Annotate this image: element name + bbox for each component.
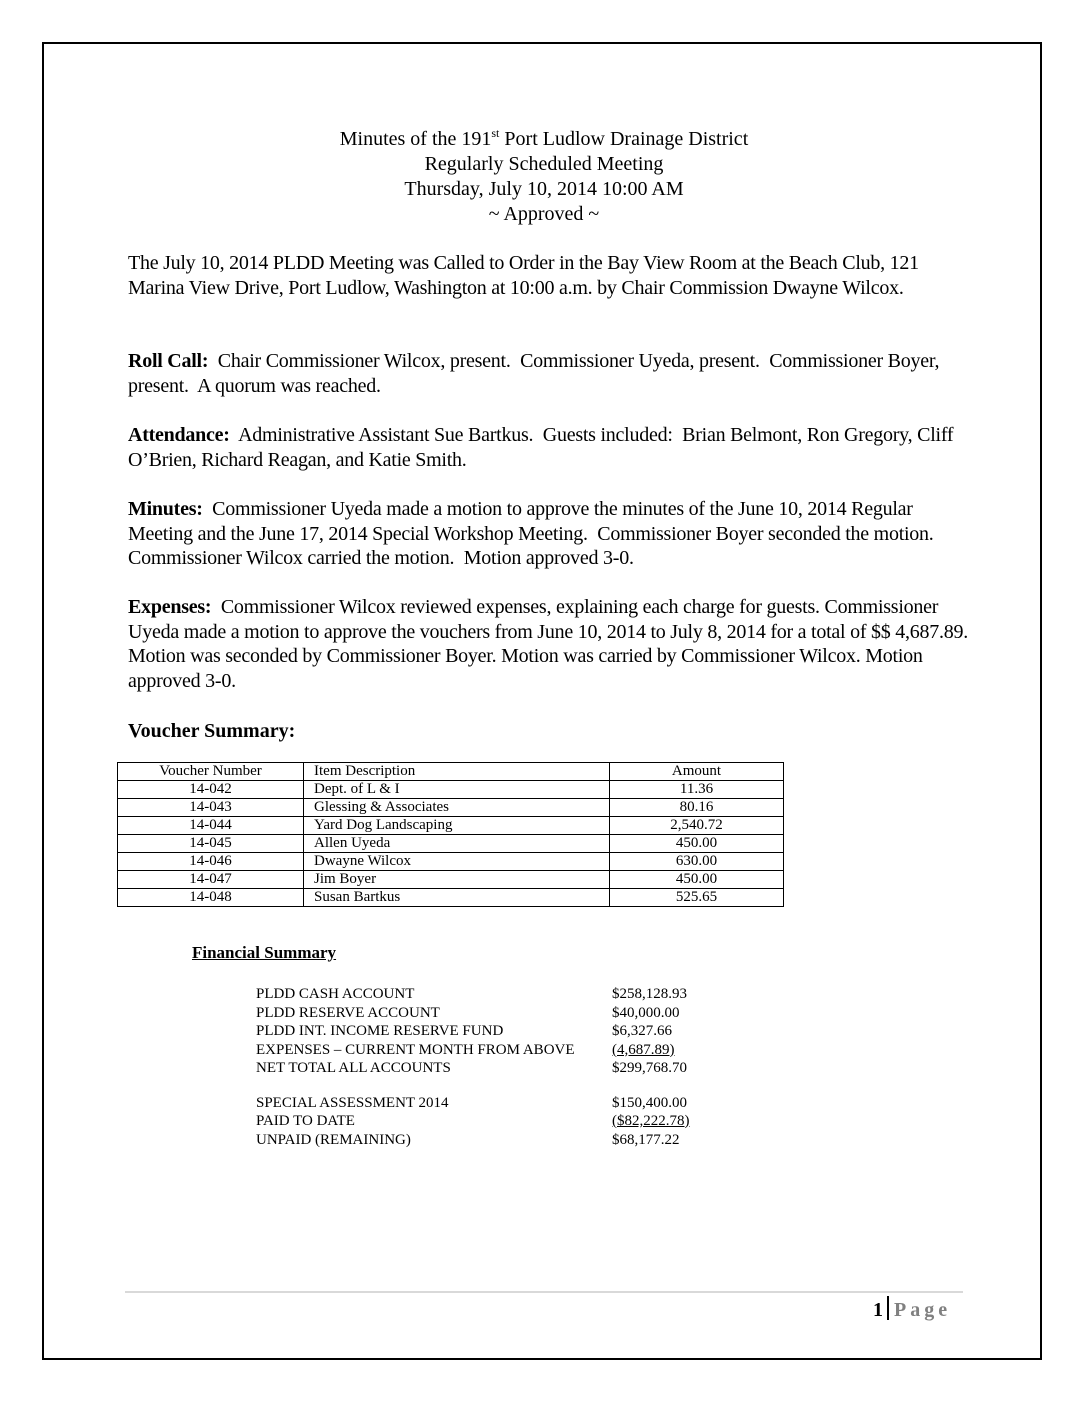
approval-status: ~ Approved ~ xyxy=(488,203,600,225)
roll-call-paragraph xyxy=(128,349,968,398)
assessment-value: $150,400.00 xyxy=(612,1094,687,1111)
financial-row xyxy=(256,1004,756,1023)
document-title xyxy=(0,127,1088,227)
voucher-number: 14-043 xyxy=(118,799,304,817)
voucher-number: 14-046 xyxy=(118,853,304,871)
attendance-paragraph xyxy=(128,423,968,472)
voucher-summary-heading: Voucher Summary: xyxy=(128,720,296,742)
table-row xyxy=(118,781,784,799)
minutes-label: Minutes: xyxy=(128,498,203,520)
call-to-order-paragraph: The July 10, 2014 PLDD Meeting was Called to Order in the Bay View Room at the Beach Club, 121 Marina View Drive, Port Ludlow, Washington at 10:00 a.m. by Chair Commission Dwayne Wilcox. xyxy=(128,252,919,299)
account-label: PLDD RESERVE ACCOUNT xyxy=(256,1004,440,1021)
assessment-label: PAID TO DATE xyxy=(256,1113,355,1129)
page-separator xyxy=(887,1296,889,1320)
page-number-value: 1 xyxy=(873,1299,883,1321)
item-description: Dept. of L & I xyxy=(304,781,610,799)
amount: 2,540.72 xyxy=(610,817,784,835)
expenses-label: Expenses: xyxy=(128,596,212,618)
financial-row xyxy=(256,1131,756,1150)
page-border xyxy=(42,42,1042,1360)
attendance-label: Attendance: xyxy=(128,424,230,446)
assessment-value: ($82,222.78) xyxy=(612,1113,690,1129)
table-row xyxy=(118,835,784,853)
column-header: Voucher Number xyxy=(118,763,304,781)
title-suffix: Port Ludlow Drainage District xyxy=(499,128,749,150)
table-row xyxy=(118,871,784,889)
column-header: Amount xyxy=(610,763,784,781)
expenses-text: Commissioner Wilcox reviewed expenses, explaining each charge for guests. Commissioner Uyeda made a motion to approve the vouchers from June 10, 2014 to July 8, 2014 for a total of $$ 4,687.89. Motion was seconded by Commissioner Boyer. Motion was carried by Commissioner Wilcox. Motion approved 3-0. xyxy=(128,596,983,692)
assessment-label: UNPAID (REMAINING) xyxy=(256,1131,411,1148)
item-description: Dwayne Wilcox xyxy=(304,853,610,871)
assessment-value: $68,177.22 xyxy=(612,1131,680,1148)
account-label: PLDD INT. INCOME RESERVE FUND xyxy=(256,1023,504,1039)
item-description: Susan Bartkus xyxy=(304,889,610,907)
spacer xyxy=(256,1078,756,1094)
account-value: $258,128.93 xyxy=(612,986,687,1002)
account-value: $6,327.66 xyxy=(612,1023,672,1039)
item-description: Glessing & Associates xyxy=(304,799,610,817)
financial-summary-list xyxy=(256,985,756,1149)
page-label: Page xyxy=(894,1299,952,1321)
amount: 450.00 xyxy=(610,835,784,853)
roll-call-text: Chair Commissioner Wilcox, present. Commissioner Uyeda, present. Commissioner Boyer, present. A quorum was reached. xyxy=(128,350,944,397)
ordinal-suffix: st xyxy=(491,126,500,140)
account-label: PLDD CASH ACCOUNT xyxy=(256,986,415,1002)
amount: 450.00 xyxy=(610,871,784,889)
table-header-row xyxy=(118,763,784,781)
voucher-number: 14-045 xyxy=(118,835,304,853)
account-label: EXPENSES – CURRENT MONTH FROM ABOVE xyxy=(256,1041,575,1058)
account-value: (4,687.89) xyxy=(612,1041,675,1058)
expenses-paragraph xyxy=(128,595,983,693)
financial-summary-heading: Financial Summary xyxy=(192,943,337,962)
column-header: Item Description xyxy=(304,763,610,781)
financial-row xyxy=(256,985,756,1004)
financial-row xyxy=(256,1112,756,1131)
account-value: $40,000.00 xyxy=(612,1004,680,1021)
minutes-text: Commissioner Uyeda made a motion to approve the minutes of the June 10, 2014 Regular Meeting and the June 17, 2014 Special Workshop Meeting. Commissioner Boyer seconded the motion. Commissioner Wilcox carried the motion. Motion approved 3-0. xyxy=(128,498,939,569)
table-row xyxy=(118,799,784,817)
voucher-number: 14-048 xyxy=(118,889,304,907)
title-line-3: Thursday, July 10, 2014 10:00 AM xyxy=(404,178,684,200)
table-row xyxy=(118,817,784,835)
page-number xyxy=(873,1296,951,1322)
financial-row xyxy=(256,1094,756,1113)
assessment-label: SPECIAL ASSESSMENT 2014 xyxy=(256,1094,449,1111)
amount: 630.00 xyxy=(610,853,784,871)
table-row xyxy=(118,889,784,907)
attendance-text: Administrative Assistant Sue Bartkus. Guests included: Brian Belmont, Ron Gregory, Cliff O’Brien, Richard Reagan, and Katie Smith. xyxy=(128,424,959,471)
roll-call-label: Roll Call: xyxy=(128,350,209,372)
amount: 525.65 xyxy=(610,889,784,907)
item-description: Yard Dog Landscaping xyxy=(304,817,610,835)
account-value: $299,768.70 xyxy=(612,1060,687,1076)
voucher-number: 14-047 xyxy=(118,871,304,889)
table-row xyxy=(118,853,784,871)
amount: 80.16 xyxy=(610,799,784,817)
title-line-1 xyxy=(0,127,1088,152)
voucher-number: 14-042 xyxy=(118,781,304,799)
financial-row xyxy=(256,1041,756,1060)
item-description: Allen Uyeda xyxy=(304,835,610,853)
financial-row xyxy=(256,1059,756,1078)
account-label: NET TOTAL ALL ACCOUNTS xyxy=(256,1060,451,1076)
financial-row xyxy=(256,1022,756,1041)
amount: 11.36 xyxy=(610,781,784,799)
title-line-2: Regularly Scheduled Meeting xyxy=(424,153,664,175)
minutes-paragraph xyxy=(128,497,968,571)
voucher-table xyxy=(117,762,784,907)
item-description: Jim Boyer xyxy=(304,871,610,889)
footer-divider xyxy=(125,1291,963,1293)
voucher-number: 14-044 xyxy=(118,817,304,835)
title-prefix: Minutes of the 191 xyxy=(339,128,492,150)
